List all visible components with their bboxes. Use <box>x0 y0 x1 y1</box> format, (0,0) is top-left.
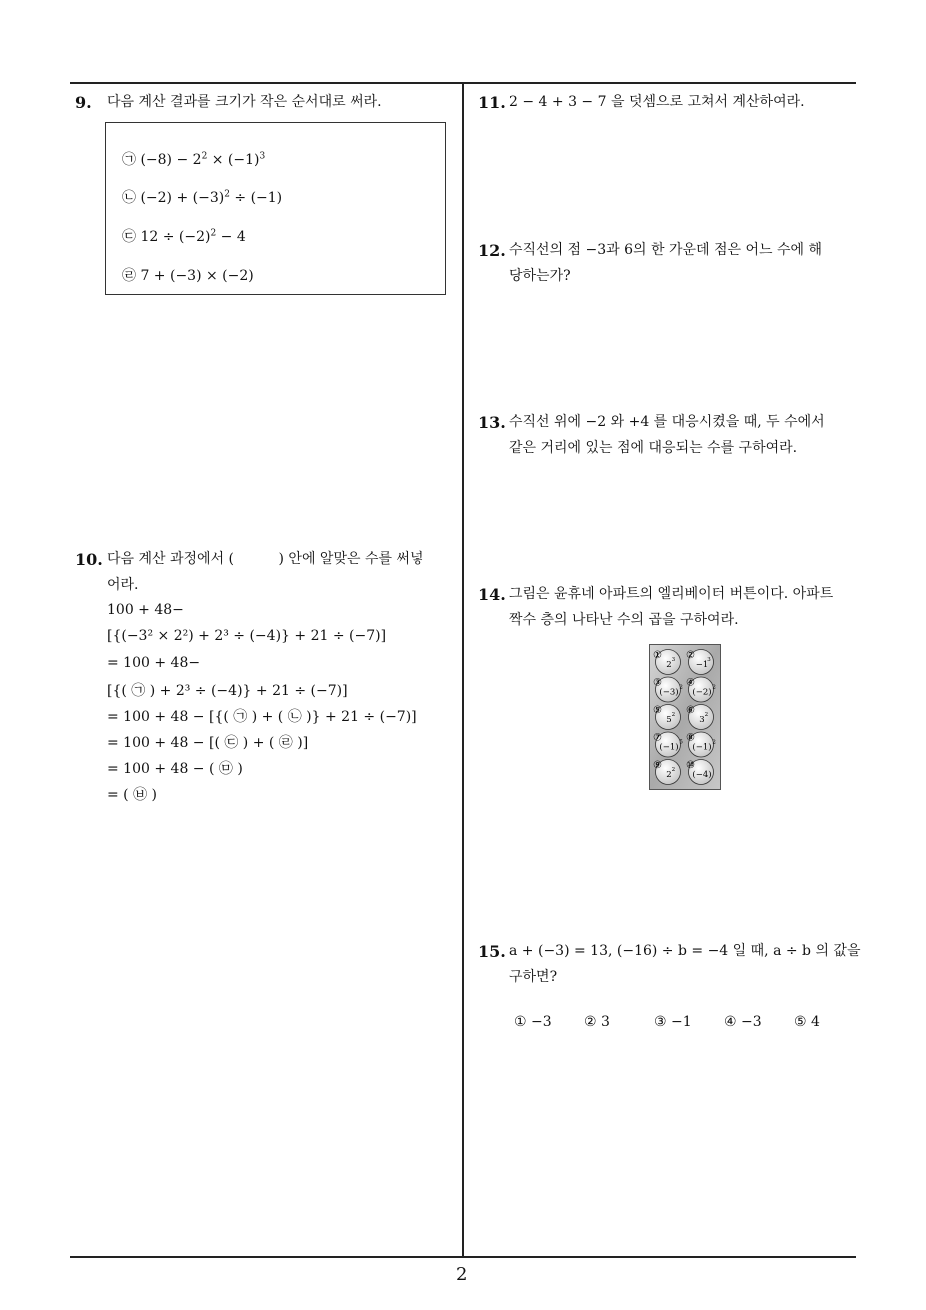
q15-number: 15. <box>478 942 506 961</box>
elevator-floor-label: ① <box>653 650 662 661</box>
q9-item-4 <box>122 265 254 285</box>
q9-number: 9. <box>75 93 92 112</box>
elevator-button-value: (−4) <box>692 770 712 780</box>
q10-number: 10. <box>75 550 103 569</box>
elevator-button-value: 5 <box>666 715 672 725</box>
q12-line1: 수직선의 점 −3과 6의 한 가운데 점은 어느 수에 해 <box>509 242 823 258</box>
elevator-button-exponent: 2 <box>679 684 683 691</box>
elevator-button-value: (−1) <box>659 742 679 753</box>
elevator-floor-label: ⑨ <box>653 760 662 771</box>
q9-item-sup: 2 <box>201 151 208 162</box>
elevator-button-value: 3 <box>699 715 705 725</box>
elevator-button-exponent: 2 <box>704 712 709 718</box>
elevator-floor-label: ⑤ <box>653 705 662 716</box>
bottom-rule <box>70 1256 856 1258</box>
elevator-panel-figure <box>649 644 721 790</box>
elevator-floor-label: ⑥ <box>686 705 695 716</box>
elevator-floor-label: ⑩ <box>686 760 695 771</box>
elevator-button-exponent: 5 <box>679 739 683 746</box>
q10-line1: 다음 계산 과정에서 ( ) 안에 알맞은 수를 써넣 <box>107 551 424 567</box>
elevator-button-exponent: 3 <box>707 657 711 663</box>
q9-item-3 <box>122 226 246 246</box>
q9-item-expr: 7 + (−3) × (−2) <box>140 268 254 284</box>
q10-step: 100 + 48− <box>107 602 184 618</box>
q12-line2: 당하는가? <box>509 268 571 284</box>
q13-line2: 같은 거리에 있는 점에 대응되는 수를 구하여라. <box>509 440 798 456</box>
q13-number: 13. <box>478 413 506 432</box>
elevator-button-exponent: 2 <box>712 739 716 746</box>
elevator-button-value: (−3) <box>659 687 679 698</box>
page-number: 2 <box>456 1264 468 1285</box>
elevator-button-exponent: 2 <box>712 684 716 691</box>
q10-step: = ( ㉥ ) <box>107 787 158 803</box>
q9-item-sup: 2 <box>210 228 217 239</box>
q9-item-expr: × (−1) <box>207 152 260 168</box>
q10-step: = 100 + 48 − ( ㉤ ) <box>107 761 243 777</box>
q10-step: = 100 + 48 − [{( ㉠ ) + ( ㉡ )} + 21 ÷ (−7)] <box>107 709 417 725</box>
elevator-floor-label: ⑧ <box>686 732 695 744</box>
q9-item-expr: (−8) − 2 <box>140 152 202 168</box>
q10-line2: 어라. <box>107 577 139 593</box>
q15-choice-3[interactable]: ③ −1 <box>654 1014 692 1030</box>
q15-choice-5[interactable]: ⑤ 4 <box>794 1014 820 1030</box>
q13-line1: 수직선 위에 −2 와 +4 를 대응시켰을 때, 두 수에서 <box>509 414 825 430</box>
q14-line1: 그림은 윤휴네 아파트의 엘리베이터 버튼이다. 아파트 <box>509 586 834 602</box>
q9-item-sup: 2 <box>224 189 230 200</box>
q14-line2: 짝수 층의 나타난 수의 곱을 구하여라. <box>509 612 739 628</box>
elevator-floor-label: ② <box>686 650 695 661</box>
q10-step: [{(−3² × 2²) + 2³ ÷ (−4)} + 21 ÷ (−7)] <box>107 628 387 644</box>
q9-box <box>105 122 446 295</box>
q9-item-sup: 3 <box>259 151 266 162</box>
q15-choice-2[interactable]: ② 3 <box>584 1014 610 1030</box>
q15-choice-1[interactable]: ① −3 <box>514 1014 552 1030</box>
column-divider <box>462 82 464 1257</box>
q15-line2: 구하면? <box>509 969 558 985</box>
elevator-floor-label: ③ <box>653 677 662 689</box>
q9-item-mark: ㉣ <box>122 268 136 284</box>
elevator-button-exponent: 2 <box>671 767 676 773</box>
q10-step: = 100 + 48 − [( ㉢ ) + ( ㉣ )] <box>107 735 309 751</box>
q9-item-expr: 12 ÷ (−2) <box>140 229 211 245</box>
q10-step: [{( ㉠ ) + 2³ ÷ (−4)} + 21 ÷ (−7)] <box>107 683 348 699</box>
q9-item-mark: ㉡ <box>122 190 136 206</box>
q9-item-expr: (−2) + (−3) <box>140 190 225 206</box>
q9-item-expr: ÷ (−1) <box>229 190 283 206</box>
elevator-floor-label: ④ <box>686 677 695 689</box>
q11-text: 2 − 4 + 3 − 7 을 덧셈으로 고쳐서 계산하여라. <box>509 94 805 110</box>
elevator-button-value: (−1) <box>692 742 712 753</box>
q9-item-mark: ㉢ <box>122 229 136 245</box>
q10-step: = 100 + 48− <box>107 655 201 671</box>
elevator-button-exponent: 2 <box>671 712 676 718</box>
elevator-button-exponent: 3 <box>671 657 676 663</box>
q14-number: 14. <box>478 585 506 604</box>
q15-line1: a + (−3) = 13, (−16) ÷ b = −4 일 때, a ÷ b 의 값을 <box>509 943 861 959</box>
q11-number: 11. <box>478 93 506 112</box>
q9-item-mark: ㉠ <box>122 152 136 168</box>
q9-item-expr: − 4 <box>216 229 246 245</box>
elevator-button-value: 2 <box>666 660 672 670</box>
q15-choice-4[interactable]: ④ −3 <box>724 1014 762 1030</box>
elevator-button-value: 2 <box>666 770 672 780</box>
q9-text: 다음 계산 결과를 크기가 작은 순서대로 써라. <box>107 94 382 110</box>
elevator-floor-label: ⑦ <box>653 732 662 744</box>
q9-item-2 <box>122 187 282 207</box>
elevator-button-value: −1 <box>695 660 709 670</box>
elevator-button-value: (−2) <box>692 687 712 698</box>
q9-item-1 <box>122 149 265 169</box>
q12-number: 12. <box>478 241 506 260</box>
